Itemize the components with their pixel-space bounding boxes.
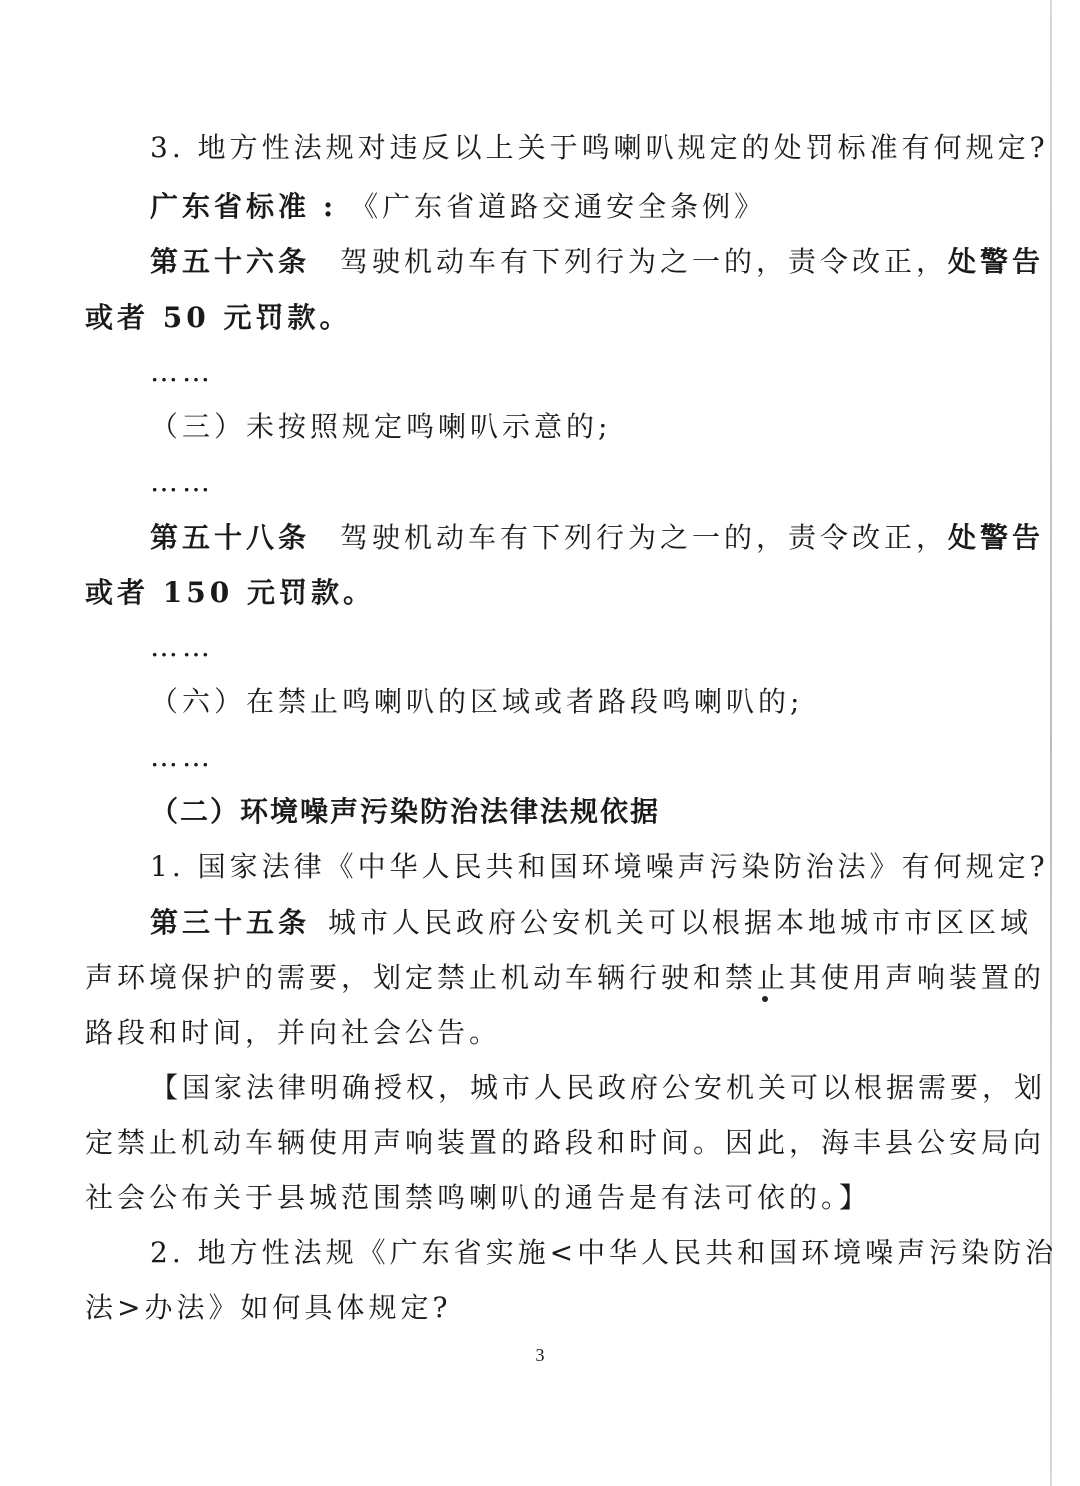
note-line2: 定禁止机动车辆使用声响装置的路段和时间。因此，海丰县公安局向 [85,1126,1046,1159]
section-2-heading [150,792,660,832]
article-35-line-3 [85,1013,501,1053]
ellipsis-3-text: …… [150,630,214,663]
item-6 [150,682,803,722]
item-3 [150,407,611,447]
note-line1: 【国家法律明确授权，城市人民政府公安机关可以根据需要，划 [150,1071,1047,1104]
guangdong-standard [150,187,766,227]
ellipsis-4-text: …… [150,740,214,773]
article-35-line1: 城市人民政府公安机关可以根据本地城市市区区域 [328,906,1033,939]
article-56-label: 第五十六条 [150,245,311,278]
section-2-heading-text: （二）环境噪声污染防治法律法规依据 [150,795,661,828]
question-2-local [150,1233,1057,1273]
question-1-national [150,847,1049,887]
ellipsis-1-text: …… [150,355,214,388]
ellipsis-4 [150,737,214,777]
question-2-local-continuation [85,1288,451,1328]
note-1 [150,1068,1046,1108]
article-35-label: 第三十五条 [150,906,311,939]
item-3-text: （三）未按照规定鸣喇叭示意的; [150,410,612,443]
item-6-text: （六）在禁止鸣喇叭的区域或者路段鸣喇叭的; [150,685,804,718]
question-2-local-line1: 2. 地方性法规《广东省实施<中华人民共和国环境噪声污染防治 [150,1236,1058,1269]
question-2-local-line2: 法>办法》如何具体规定? [85,1291,452,1324]
note-line3: 社会公布关于县城范围禁鸣喇叭的通告是有法可依的。】 [85,1181,872,1214]
ellipsis-1 [150,352,214,392]
article-58-continuation [85,573,375,613]
guangdong-standard-separator: : [322,190,338,223]
article-58-penalty-part2: 或者 150 元罚款。 [85,576,375,609]
article-58-penalty-part1: 处警告 [948,521,1045,554]
page-number: 3 [535,1345,545,1365]
article-35-line3: 路段和时间，并向社会公告。 [85,1016,502,1049]
question-3-text: 3. 地方性法规对违反以上关于鸣喇叭规定的处罚标准有何规定? [150,131,1049,164]
article-58 [150,518,1044,558]
article-58-label: 第五十八条 [150,521,311,554]
article-56-text: 驾驶机动车有下列行为之一的，责令改正， [340,245,949,278]
article-35 [150,903,1032,943]
ellipsis-2-text: …… [150,465,214,498]
article-56-penalty-part1: 处警告 [948,245,1045,278]
question-3 [150,128,1049,168]
article-56-continuation [85,298,351,338]
article-56 [150,242,1044,282]
article-58-text: 驾驶机动车有下列行为之一的，责令改正， [340,521,949,554]
article-56-penalty-part2: 或者 50 元罚款。 [85,301,352,334]
guangdong-standard-title: 《广东省道路交通安全条例》 [350,190,767,223]
guangdong-standard-label: 广东省标准 [150,190,311,223]
ellipsis-3 [150,627,214,667]
article-35-line2: 声环境保护的需要，划定禁止机动车辆行驶和禁止其使用声响装置的 [85,961,1046,994]
note-2 [85,1123,1045,1163]
note-3 [85,1178,871,1218]
ellipsis-2 [150,462,214,502]
article-35-line-2 [85,958,1045,998]
question-1-national-text: 1. 国家法律《中华人民共和国环境噪声污染防治法》有何规定? [150,850,1049,883]
